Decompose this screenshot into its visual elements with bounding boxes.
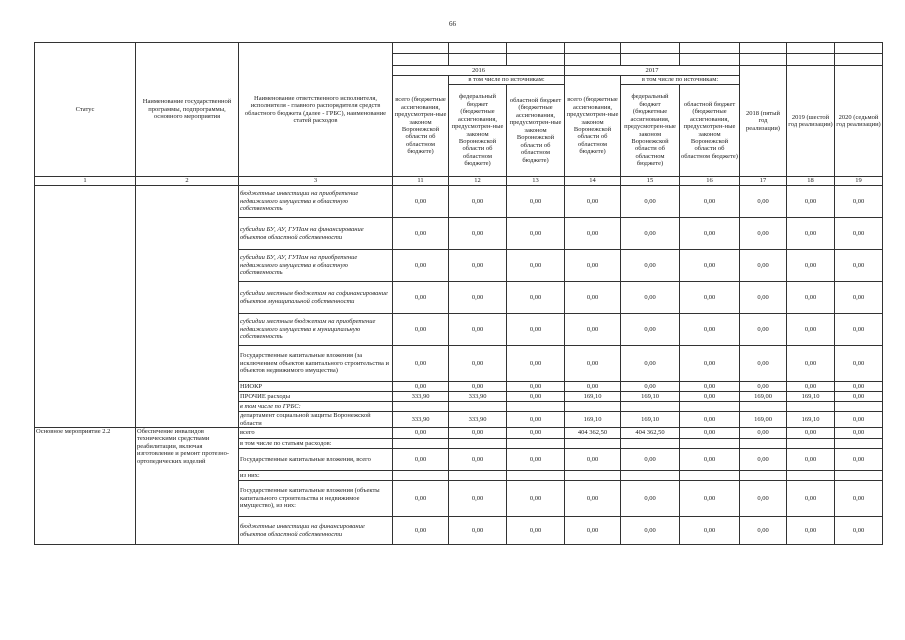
value-cell: 0,00 xyxy=(787,218,835,250)
value-cell: 0,00 xyxy=(835,449,883,471)
header-year-2016: 2016 xyxy=(393,66,565,76)
value-cell: 0,00 xyxy=(740,382,787,392)
value-cell xyxy=(835,471,883,481)
value-cell xyxy=(835,439,883,449)
value-cell: 0,00 xyxy=(787,282,835,314)
value-cell: 0,00 xyxy=(835,517,883,545)
row-label: из них: xyxy=(239,471,393,481)
column-index-row: 1 2 3 11 12 13 14 15 16 17 18 19 xyxy=(35,177,883,186)
value-cell: 0,00 xyxy=(787,250,835,282)
value-cell: 0,00 xyxy=(565,250,621,282)
value-cell: 0,00 xyxy=(835,250,883,282)
measure-status: Основное мероприятие 2.2 xyxy=(35,428,136,545)
value-cell: 0,00 xyxy=(621,186,680,218)
header-2016-total: всего (бюджетные ассигнования, предусмотрен-ные законом Воронежской области об областном бюджете) xyxy=(393,76,449,177)
header-2017-federal: федеральный бюджет (бюджетные ассигнования, предусмотрен-ные законом Воронежской области об областном бюджете) xyxy=(621,85,680,177)
value-cell: 0,00 xyxy=(507,382,565,392)
value-cell: 0,00 xyxy=(680,218,740,250)
value-cell: 404 362,50 xyxy=(621,428,680,439)
value-cell xyxy=(565,402,621,412)
value-cell: 0,00 xyxy=(507,517,565,545)
value-cell: 0,00 xyxy=(507,218,565,250)
value-cell: 0,00 xyxy=(449,250,507,282)
value-cell: 0,00 xyxy=(740,186,787,218)
value-cell: 0,00 xyxy=(393,282,449,314)
value-cell: 0,00 xyxy=(449,218,507,250)
value-cell: 0,00 xyxy=(680,428,740,439)
value-cell: 169,10 xyxy=(621,392,680,402)
value-cell: 0,00 xyxy=(835,412,883,428)
block-measure-2-2 xyxy=(35,428,883,545)
row-label: в том числе по ГРБС: xyxy=(239,402,393,412)
value-cell xyxy=(680,471,740,481)
value-cell: 0,00 xyxy=(393,186,449,218)
value-cell: 0,00 xyxy=(621,481,680,517)
value-cell: 0,00 xyxy=(621,282,680,314)
value-cell: 169,00 xyxy=(740,412,787,428)
row-label: департамент социальной защиты Воронежской области xyxy=(239,412,393,428)
value-cell: 0,00 xyxy=(507,282,565,314)
header-2016-regional: областной бюджет (бюджетные ассигнования, предусмотрен-ные законом Воронежской области об областном бюджете) xyxy=(507,85,565,177)
value-cell: 0,00 xyxy=(507,314,565,346)
row-label: субсидии БУ, АУ, ГУПам на приобретение недвижимого имущества в областную собственность xyxy=(239,250,393,282)
value-cell: 0,00 xyxy=(621,250,680,282)
header-2016-federal: федеральный бюджет (бюджетные ассигнования, предусмотрен-ные законом Воронежской области об областном бюджете) xyxy=(449,85,507,177)
value-cell: 0,00 xyxy=(740,517,787,545)
value-cell: 169,10 xyxy=(565,392,621,402)
value-cell: 0,00 xyxy=(507,346,565,382)
value-cell: 0,00 xyxy=(680,392,740,402)
value-cell: 0,00 xyxy=(621,314,680,346)
value-cell: 0,00 xyxy=(449,382,507,392)
value-cell xyxy=(621,439,680,449)
value-cell: 0,00 xyxy=(680,449,740,471)
value-cell: 0,00 xyxy=(565,218,621,250)
value-cell: 0,00 xyxy=(680,481,740,517)
value-cell: 0,00 xyxy=(680,250,740,282)
header-program: Наименование государственной программы, подпрограммы, основного мероприятия xyxy=(136,43,239,177)
row-label: субсидии местным бюджетам на софинансирование объектов муниципальной собственности xyxy=(239,282,393,314)
row-label: Государственные капитальные вложения (за исключением объектов капитального строительства и объектов недвижимого имущества) xyxy=(239,346,393,382)
value-cell: 169,10 xyxy=(621,412,680,428)
header-status: Статус xyxy=(35,43,136,177)
value-cell: 0,00 xyxy=(449,282,507,314)
header-executor: Наименование ответственного исполнителя, исполнителя - главного распорядителя средств областного бюджета (далее - ГРБС), наименование статей расходов xyxy=(239,43,393,177)
header-2020: 2020 (седьмой год реализации) xyxy=(835,66,883,177)
value-cell: 0,00 xyxy=(621,346,680,382)
value-cell: 0,00 xyxy=(393,218,449,250)
row-label: Государственные капитальные вложения, всего xyxy=(239,449,393,471)
value-cell: 0,00 xyxy=(787,481,835,517)
value-cell: 0,00 xyxy=(787,186,835,218)
value-cell xyxy=(787,402,835,412)
header-2018: 2018 (пятый год реализации) xyxy=(740,66,787,177)
value-cell xyxy=(393,439,449,449)
value-cell: 0,00 xyxy=(740,481,787,517)
value-cell xyxy=(507,439,565,449)
measure-name: Обеспечение инвалидов техническими средствами реабилитации, включая изготовление и ремонт протезно-ортопедических изделий xyxy=(136,428,239,545)
value-cell: 0,00 xyxy=(507,412,565,428)
value-cell xyxy=(787,439,835,449)
value-cell xyxy=(740,471,787,481)
value-cell: 0,00 xyxy=(393,250,449,282)
value-cell: 0,00 xyxy=(565,346,621,382)
page-number: 66 xyxy=(449,20,456,28)
value-cell: 0,00 xyxy=(680,186,740,218)
value-cell: 0,00 xyxy=(787,346,835,382)
row-label: бюджетные инвестиции на приобретение недвижимого имущества в областную собственность xyxy=(239,186,393,218)
value-cell: 0,00 xyxy=(787,382,835,392)
row-label: Государственные капитальные вложения (объекты капитального строительства и недвижимое имущество), из них: xyxy=(239,481,393,517)
value-cell: 0,00 xyxy=(835,481,883,517)
status-cell-empty xyxy=(35,186,136,428)
value-cell xyxy=(787,471,835,481)
value-cell: 0,00 xyxy=(507,428,565,439)
value-cell xyxy=(835,402,883,412)
value-cell: 0,00 xyxy=(449,346,507,382)
header-2016-sources: в том числе по источникам: xyxy=(449,76,565,85)
table-row xyxy=(35,186,883,218)
value-cell: 0,00 xyxy=(680,382,740,392)
value-cell xyxy=(449,471,507,481)
value-cell: 0,00 xyxy=(835,186,883,218)
value-cell: 169,00 xyxy=(740,392,787,402)
value-cell xyxy=(565,439,621,449)
value-cell: 0,00 xyxy=(740,250,787,282)
value-cell: 169,10 xyxy=(787,392,835,402)
value-cell: 0,00 xyxy=(835,428,883,439)
value-cell: 0,00 xyxy=(835,346,883,382)
value-cell: 0,00 xyxy=(835,382,883,392)
header-2017-total: всего (бюджетные ассигнования, предусмотрен-ные законом Воронежской области об областном бюджете) xyxy=(565,76,621,177)
value-cell xyxy=(621,471,680,481)
value-cell: 0,00 xyxy=(565,517,621,545)
value-cell: 0,00 xyxy=(393,382,449,392)
row-label: субсидии БУ, АУ, ГУПам на финансирование объектов областной собственности xyxy=(239,218,393,250)
value-cell: 0,00 xyxy=(507,392,565,402)
header-year-2017: 2017 xyxy=(565,66,740,76)
program-cell-empty xyxy=(136,186,239,428)
value-cell: 0,00 xyxy=(393,517,449,545)
value-cell: 0,00 xyxy=(835,218,883,250)
value-cell: 0,00 xyxy=(449,517,507,545)
value-cell: 333,90 xyxy=(449,412,507,428)
value-cell xyxy=(507,471,565,481)
value-cell xyxy=(740,439,787,449)
value-cell: 0,00 xyxy=(507,186,565,218)
value-cell: 0,00 xyxy=(787,314,835,346)
value-cell: 0,00 xyxy=(621,517,680,545)
value-cell: 0,00 xyxy=(680,346,740,382)
row-label: ПРОЧИЕ расходы xyxy=(239,392,393,402)
value-cell xyxy=(393,402,449,412)
value-cell: 0,00 xyxy=(507,250,565,282)
value-cell: 0,00 xyxy=(680,517,740,545)
value-cell: 0,00 xyxy=(449,186,507,218)
value-cell: 0,00 xyxy=(449,314,507,346)
value-cell xyxy=(565,471,621,481)
value-cell xyxy=(621,402,680,412)
table-row xyxy=(35,428,883,439)
value-cell: 0,00 xyxy=(787,449,835,471)
value-cell: 333,90 xyxy=(393,412,449,428)
value-cell: 0,00 xyxy=(393,346,449,382)
value-cell: 0,00 xyxy=(680,314,740,346)
value-cell: 0,00 xyxy=(507,481,565,517)
value-cell: 0,00 xyxy=(393,314,449,346)
header-2017-regional: областной бюджет (бюджетные ассигнования, предусмотрен-ные законом Воронежской области об областном бюджете) xyxy=(680,85,740,177)
value-cell: 0,00 xyxy=(787,428,835,439)
value-cell xyxy=(680,439,740,449)
value-cell: 0,00 xyxy=(621,218,680,250)
value-cell: 0,00 xyxy=(740,449,787,471)
value-cell: 169,10 xyxy=(565,412,621,428)
row-label: всего xyxy=(239,428,393,439)
value-cell: 404 362,50 xyxy=(565,428,621,439)
value-cell: 0,00 xyxy=(740,346,787,382)
value-cell: 0,00 xyxy=(449,428,507,439)
value-cell: 0,00 xyxy=(449,481,507,517)
value-cell: 0,00 xyxy=(565,449,621,471)
value-cell: 0,00 xyxy=(740,282,787,314)
value-cell xyxy=(449,439,507,449)
value-cell: 0,00 xyxy=(393,449,449,471)
value-cell: 0,00 xyxy=(565,282,621,314)
value-cell: 333,90 xyxy=(449,392,507,402)
value-cell: 0,00 xyxy=(740,314,787,346)
value-cell: 333,90 xyxy=(393,392,449,402)
value-cell: 0,00 xyxy=(835,282,883,314)
value-cell: 0,00 xyxy=(449,449,507,471)
value-cell: 0,00 xyxy=(393,428,449,439)
value-cell xyxy=(507,402,565,412)
budget-table xyxy=(34,42,883,545)
header-2019: 2019 (шестой год реализации) xyxy=(787,66,835,177)
value-cell: 0,00 xyxy=(621,382,680,392)
row-label: в том числе по статьям расходов: xyxy=(239,439,393,449)
value-cell xyxy=(740,402,787,412)
value-cell xyxy=(393,471,449,481)
row-label: бюджетные инвестиции на финансирование объектов областной собственности xyxy=(239,517,393,545)
value-cell: 0,00 xyxy=(565,314,621,346)
value-cell xyxy=(449,402,507,412)
value-cell: 0,00 xyxy=(680,412,740,428)
value-cell: 0,00 xyxy=(787,517,835,545)
value-cell: 0,00 xyxy=(565,481,621,517)
value-cell: 0,00 xyxy=(507,449,565,471)
header-2017-sources: в том числе по источникам: xyxy=(621,76,740,85)
row-label: НИОКР xyxy=(239,382,393,392)
value-cell: 169,10 xyxy=(787,412,835,428)
value-cell xyxy=(680,402,740,412)
block-previous-measure xyxy=(35,186,883,428)
value-cell: 0,00 xyxy=(621,449,680,471)
value-cell: 0,00 xyxy=(393,481,449,517)
value-cell: 0,00 xyxy=(835,314,883,346)
value-cell: 0,00 xyxy=(680,282,740,314)
row-label: субсидии местным бюджетам на приобретение недвижимого имущества в муниципальную собственность xyxy=(239,314,393,346)
value-cell: 0,00 xyxy=(565,186,621,218)
value-cell: 0,00 xyxy=(565,382,621,392)
value-cell: 0,00 xyxy=(835,392,883,402)
value-cell: 0,00 xyxy=(740,218,787,250)
value-cell: 0,00 xyxy=(740,428,787,439)
